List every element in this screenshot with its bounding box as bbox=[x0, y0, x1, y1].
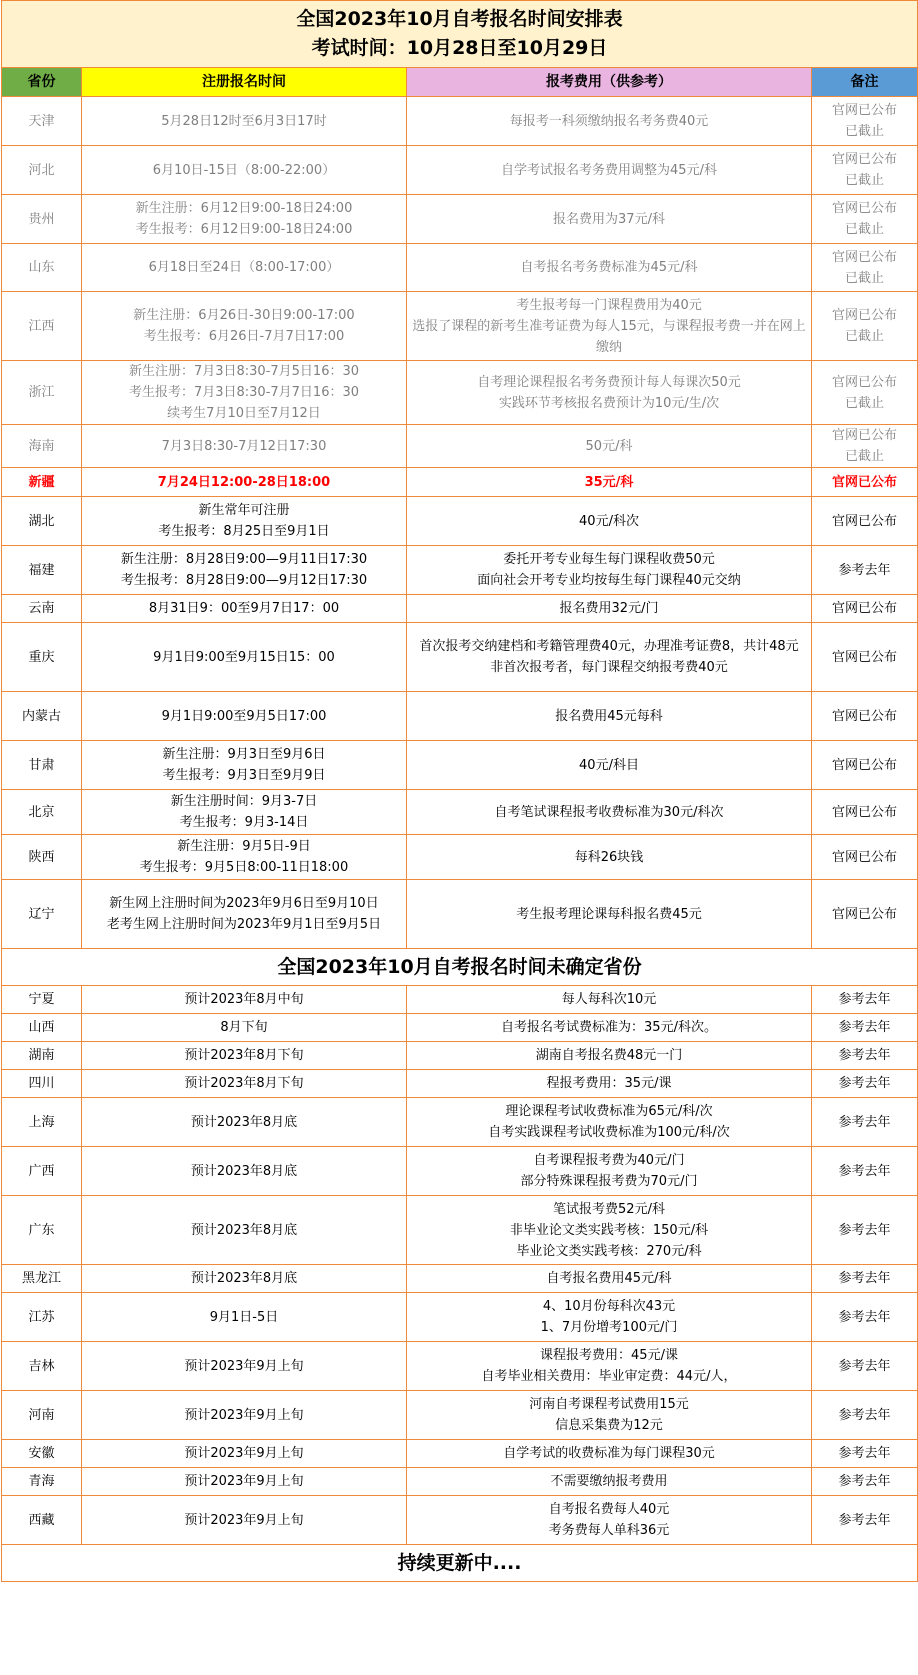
registration-time-cell: 新生注册：6月26日-30日9:00-17:00 考生报考：6月26日-7月7日17:00 bbox=[82, 292, 407, 361]
registration-time-cell: 新生网上注册时间为2023年9月6日至9月10日 老考生网上注册时间为2023年9月1日至9月5日 bbox=[82, 880, 407, 949]
registration-time-cell: 预计2023年9月上旬 bbox=[82, 1342, 407, 1391]
province-cell: 海南 bbox=[2, 425, 82, 468]
fee-cell: 自学考试的收费标准为每门课程30元 bbox=[407, 1440, 812, 1468]
note-cell: 参考去年 bbox=[812, 1342, 918, 1391]
fee-cell: 35元/科 bbox=[407, 468, 812, 497]
fee-cell: 报名费用45元每科 bbox=[407, 692, 812, 741]
table-row bbox=[2, 195, 918, 244]
table-row bbox=[2, 741, 918, 790]
table-row bbox=[2, 497, 918, 546]
table-row bbox=[2, 1070, 918, 1098]
table-row bbox=[2, 1196, 918, 1265]
registration-time-cell: 预计2023年8月底 bbox=[82, 1196, 407, 1265]
fee-cell: 考生报考每一门课程费用为40元 选报了课程的新考生准考证费为每人15元，与课程报考费一并在网上缴纳 bbox=[407, 292, 812, 361]
fee-cell: 自学考试报名考务费用调整为45元/科 bbox=[407, 146, 812, 195]
note-cell: 官网已公布 已截止 bbox=[812, 97, 918, 146]
registration-time-cell: 8月31日9：00至9月7日17：00 bbox=[82, 595, 407, 623]
table-row bbox=[2, 361, 918, 425]
footer-row bbox=[2, 1545, 918, 1582]
fee-cell: 自考报名费每人40元 考务费每人单科36元 bbox=[407, 1496, 812, 1545]
table-row bbox=[2, 1042, 918, 1070]
note-cell: 官网已公布 已截止 bbox=[812, 195, 918, 244]
fee-cell: 自考报名考试费标准为：35元/科次。 bbox=[407, 1014, 812, 1042]
table-row bbox=[2, 692, 918, 741]
title-line-1: 全国2023年10月自考报名时间安排表 bbox=[296, 8, 623, 30]
note-cell: 参考去年 bbox=[812, 986, 918, 1014]
registration-time-cell: 9月1日9:00至9月5日17:00 bbox=[82, 692, 407, 741]
registration-time-cell: 7月3日8:30-7月12日17:30 bbox=[82, 425, 407, 468]
table-row bbox=[2, 880, 918, 949]
title-line-2: 考试时间：10月28日至10月29日 bbox=[311, 37, 608, 59]
table-row bbox=[2, 1391, 918, 1440]
province-cell: 青海 bbox=[2, 1468, 82, 1496]
registration-time-cell: 预计2023年9月上旬 bbox=[82, 1440, 407, 1468]
note-cell: 官网已公布 bbox=[812, 790, 918, 835]
note-cell: 官网已公布 bbox=[812, 623, 918, 692]
province-cell: 贵州 bbox=[2, 195, 82, 244]
province-cell: 内蒙古 bbox=[2, 692, 82, 741]
table-row bbox=[2, 790, 918, 835]
registration-time-cell: 预计2023年9月上旬 bbox=[82, 1496, 407, 1545]
province-cell: 天津 bbox=[2, 97, 82, 146]
title-row bbox=[2, 1, 918, 68]
fee-cell: 40元/科次 bbox=[407, 497, 812, 546]
fee-cell: 不需要缴纳报考费用 bbox=[407, 1468, 812, 1496]
table-row bbox=[2, 1342, 918, 1391]
table-row bbox=[2, 1293, 918, 1342]
fee-cell: 理论课程考试收费标准为65元/科/次 自考实践课程考试收费标准为100元/科/次 bbox=[407, 1098, 812, 1147]
fee-cell: 40元/科目 bbox=[407, 741, 812, 790]
note-cell: 参考去年 bbox=[812, 1265, 918, 1293]
fee-cell: 每科26块钱 bbox=[407, 835, 812, 880]
province-cell: 河南 bbox=[2, 1391, 82, 1440]
note-cell: 官网已公布 已截止 bbox=[812, 361, 918, 425]
table-row bbox=[2, 1496, 918, 1545]
table-row bbox=[2, 986, 918, 1014]
update-status-footer: 持续更新中.... bbox=[2, 1545, 918, 1582]
province-cell: 吉林 bbox=[2, 1342, 82, 1391]
header-province: 省份 bbox=[2, 68, 82, 97]
unconfirmed-section-row bbox=[2, 949, 918, 986]
note-cell: 参考去年 bbox=[812, 1391, 918, 1440]
fee-cell: 自考理论课程报名考务费预计每人每课次50元 实践环节考核报名费预计为10元/生/次 bbox=[407, 361, 812, 425]
schedule-table-body bbox=[2, 1, 918, 1582]
registration-time-cell: 新生注册：7月3日8:30-7月5日16：30 考生报考：7月3日8:30-7月7日16：30 续考生7月10日至7月12日 bbox=[82, 361, 407, 425]
note-cell: 参考去年 bbox=[812, 1468, 918, 1496]
table-row bbox=[2, 623, 918, 692]
registration-time-cell: 预计2023年8月底 bbox=[82, 1147, 407, 1196]
registration-time-cell: 6月10日-15日（8:00-22:00） bbox=[82, 146, 407, 195]
fee-cell: 报名费用为37元/科 bbox=[407, 195, 812, 244]
registration-time-cell: 预计2023年8月下旬 bbox=[82, 1070, 407, 1098]
fee-cell: 50元/科 bbox=[407, 425, 812, 468]
province-cell: 山东 bbox=[2, 244, 82, 292]
header-note: 备注 bbox=[812, 68, 918, 97]
note-cell: 参考去年 bbox=[812, 1440, 918, 1468]
note-cell: 参考去年 bbox=[812, 1098, 918, 1147]
note-cell: 官网已公布 已截止 bbox=[812, 244, 918, 292]
registration-time-cell: 预计2023年9月上旬 bbox=[82, 1468, 407, 1496]
registration-time-cell: 预计2023年8月底 bbox=[82, 1265, 407, 1293]
table-row bbox=[2, 1147, 918, 1196]
registration-time-cell: 9月1日-5日 bbox=[82, 1293, 407, 1342]
registration-time-cell: 预计2023年8月底 bbox=[82, 1098, 407, 1147]
fee-cell: 自考报名费用45元/科 bbox=[407, 1265, 812, 1293]
table-row bbox=[2, 1468, 918, 1496]
province-cell: 河北 bbox=[2, 146, 82, 195]
province-cell: 福建 bbox=[2, 546, 82, 595]
fee-cell: 自考课程报考费为40元/门 部分特殊课程报考费为70元/门 bbox=[407, 1147, 812, 1196]
note-cell: 官网已公布 bbox=[812, 880, 918, 949]
province-cell: 安徽 bbox=[2, 1440, 82, 1468]
registration-time-cell: 5月28日12时至6月3日17时 bbox=[82, 97, 407, 146]
table-row bbox=[2, 1265, 918, 1293]
registration-time-cell: 7月24日12:00-28日18:00 bbox=[82, 468, 407, 497]
fee-cell: 每人每科次10元 bbox=[407, 986, 812, 1014]
note-cell: 参考去年 bbox=[812, 1070, 918, 1098]
province-cell: 湖北 bbox=[2, 497, 82, 546]
province-cell: 陕西 bbox=[2, 835, 82, 880]
table-row bbox=[2, 244, 918, 292]
fee-cell: 河南自考课程考试费用15元 信息采集费为12元 bbox=[407, 1391, 812, 1440]
fee-cell: 课程报考费用：45元/课 自考毕业相关费用：毕业审定费：44元/人， bbox=[407, 1342, 812, 1391]
note-cell: 官网已公布 已截止 bbox=[812, 292, 918, 361]
province-cell: 浙江 bbox=[2, 361, 82, 425]
province-cell: 黑龙江 bbox=[2, 1265, 82, 1293]
schedule-table bbox=[1, 0, 918, 1582]
note-cell: 参考去年 bbox=[812, 1014, 918, 1042]
table-row bbox=[2, 595, 918, 623]
fee-cell: 自考笔试课程报考收费标准为30元/科次 bbox=[407, 790, 812, 835]
registration-time-cell: 9月1日9:00至9月15日15：00 bbox=[82, 623, 407, 692]
unconfirmed-section-title: 全国2023年10月自考报名时间未确定省份 bbox=[2, 949, 918, 986]
note-cell: 官网已公布 bbox=[812, 497, 918, 546]
fee-cell: 报名费用32元/门 bbox=[407, 595, 812, 623]
column-header-row bbox=[2, 68, 918, 97]
registration-time-cell: 6月18日至24日（8:00-17:00） bbox=[82, 244, 407, 292]
registration-time-cell: 预计2023年8月下旬 bbox=[82, 1042, 407, 1070]
table-row bbox=[2, 468, 918, 497]
province-cell: 四川 bbox=[2, 1070, 82, 1098]
province-cell: 北京 bbox=[2, 790, 82, 835]
registration-time-cell: 新生注册：9月5日-9日 考生报考：9月5日8:00-11日18:00 bbox=[82, 835, 407, 880]
table-row bbox=[2, 1440, 918, 1468]
registration-time-cell: 8月下旬 bbox=[82, 1014, 407, 1042]
province-cell: 新疆 bbox=[2, 468, 82, 497]
table-row bbox=[2, 292, 918, 361]
registration-time-cell: 新生注册：6月12日9:00-18日24:00 考生报考：6月12日9:00-18日24:00 bbox=[82, 195, 407, 244]
note-cell: 参考去年 bbox=[812, 1196, 918, 1265]
note-cell: 参考去年 bbox=[812, 1496, 918, 1545]
province-cell: 西藏 bbox=[2, 1496, 82, 1545]
fee-cell: 首次报考交纳建档和考籍管理费40元，办理准考证费8，共计48元 非首次报考者，每门课程交纳报考费40元 bbox=[407, 623, 812, 692]
province-cell: 广西 bbox=[2, 1147, 82, 1196]
registration-time-cell: 新生常年可注册 考生报考：8月25日至9月1日 bbox=[82, 497, 407, 546]
exam-schedule-sheet bbox=[1, 0, 917, 1582]
province-cell: 辽宁 bbox=[2, 880, 82, 949]
note-cell: 参考去年 bbox=[812, 546, 918, 595]
province-cell: 广东 bbox=[2, 1196, 82, 1265]
table-row bbox=[2, 425, 918, 468]
province-cell: 江西 bbox=[2, 292, 82, 361]
note-cell: 官网已公布 bbox=[812, 595, 918, 623]
fee-cell: 程报考费用：35元/课 bbox=[407, 1070, 812, 1098]
province-cell: 江苏 bbox=[2, 1293, 82, 1342]
registration-time-cell: 新生注册时间：9月3-7日 考生报考：9月3-14日 bbox=[82, 790, 407, 835]
note-cell: 官网已公布 已截止 bbox=[812, 146, 918, 195]
registration-time-cell: 新生注册：8月28日9:00—9月11日17:30 考生报考：8月28日9:00—9月12日17:30 bbox=[82, 546, 407, 595]
table-row bbox=[2, 835, 918, 880]
province-cell: 上海 bbox=[2, 1098, 82, 1147]
province-cell: 重庆 bbox=[2, 623, 82, 692]
fee-cell: 笔试报考费52元/科 非毕业论文类实践考核：150元/科 毕业论文类实践考核：270元/科 bbox=[407, 1196, 812, 1265]
note-cell: 参考去年 bbox=[812, 1293, 918, 1342]
registration-time-cell: 新生注册：9月3日至9月6日 考生报考：9月3日至9月9日 bbox=[82, 741, 407, 790]
fee-cell: 湖南自考报名费48元一门 bbox=[407, 1042, 812, 1070]
fee-cell: 每报考一科须缴纳报名考务费40元 bbox=[407, 97, 812, 146]
table-row bbox=[2, 1014, 918, 1042]
note-cell: 参考去年 bbox=[812, 1042, 918, 1070]
table-row bbox=[2, 1098, 918, 1147]
header-fee: 报考费用（供参考） bbox=[407, 68, 812, 97]
note-cell: 官网已公布 bbox=[812, 835, 918, 880]
table-row bbox=[2, 146, 918, 195]
header-registration-time: 注册报名时间 bbox=[82, 68, 407, 97]
note-cell: 参考去年 bbox=[812, 1147, 918, 1196]
province-cell: 宁夏 bbox=[2, 986, 82, 1014]
fee-cell: 4、10月份每科次43元 1、7月份增考100元/门 bbox=[407, 1293, 812, 1342]
province-cell: 云南 bbox=[2, 595, 82, 623]
fee-cell: 委托开考专业每生每门课程收费50元 面向社会开考专业均按每生每门课程40元交纳 bbox=[407, 546, 812, 595]
page-title bbox=[2, 1, 918, 68]
fee-cell: 自考报名考务费标准为45元/科 bbox=[407, 244, 812, 292]
fee-cell: 考生报考理论课每科报名费45元 bbox=[407, 880, 812, 949]
table-row bbox=[2, 546, 918, 595]
province-cell: 湖南 bbox=[2, 1042, 82, 1070]
table-row bbox=[2, 97, 918, 146]
note-cell: 官网已公布 bbox=[812, 468, 918, 497]
registration-time-cell: 预计2023年9月上旬 bbox=[82, 1391, 407, 1440]
province-cell: 甘肃 bbox=[2, 741, 82, 790]
note-cell: 官网已公布 bbox=[812, 692, 918, 741]
registration-time-cell: 预计2023年8月中旬 bbox=[82, 986, 407, 1014]
note-cell: 官网已公布 bbox=[812, 741, 918, 790]
province-cell: 山西 bbox=[2, 1014, 82, 1042]
note-cell: 官网已公布 已截止 bbox=[812, 425, 918, 468]
